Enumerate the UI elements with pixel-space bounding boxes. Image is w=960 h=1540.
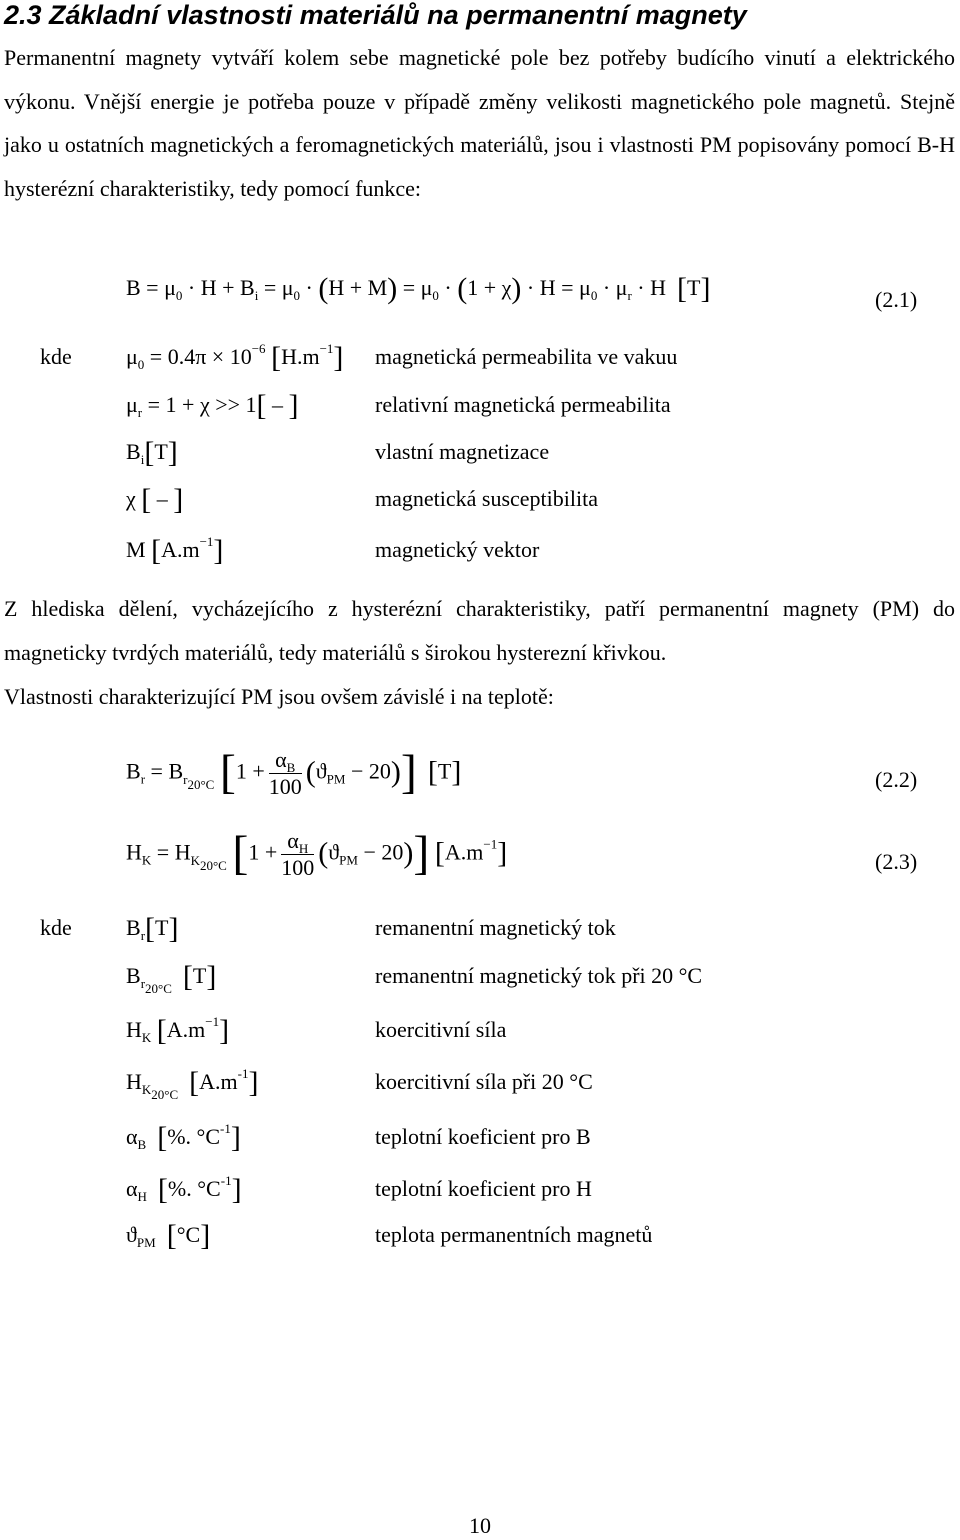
- symbol-mur: $\mu_r = 1 + \chi >> 1$[ – ]: [126, 389, 299, 422]
- equation-number-2-2: (2.2): [875, 767, 918, 792]
- equation-2-3: $H_K = H_{K_{20^\circ C}}$ [1 + $\frac{\alpha_H}{100}$ $(ϑ_{PM} - 20)$] $[A.m^{-1}]$: [126, 826, 508, 880]
- def-m: magnetický vektor: [375, 537, 540, 562]
- equation-2-1: $B = \mu_0 \cdot H + B_i = \mu_0 \cdot (H + M) = \mu_0 \cdot (1 + \chi) \cdot H = \mu_0 \cdot \mu_r \cdot H$ [T]: [126, 272, 711, 305]
- equation-2-2: $B_r = B_{r_{20^\circ C}}$ [1 + $\frac{\alpha_B}{100}$ $(ϑ_{PM} - 20)$] [T]: [126, 745, 462, 799]
- symbol-theta-pm: $ϑ_{PM}$ [°C]: [126, 1219, 211, 1252]
- classification-paragraph: Z hlediska dělení, vycházejícího z hysterézní charakteristiky, patří permanentní magnety (PM) do magneticky tvrdých materiálů, tedy materiálů s širokou hysterezní křivkou.: [4, 596, 955, 665]
- symbol-hk: $H_K$ $[A.m^{-1}]$: [126, 1014, 230, 1047]
- kde-label-2: kde: [40, 915, 72, 940]
- kde-label-1: kde: [40, 344, 72, 369]
- equation-number-2-1: (2.1): [875, 287, 918, 312]
- def-hk20: koercitivní síla při 20 °C: [375, 1069, 593, 1094]
- symbol-alpha-h: $\alpha_H$ [%. $^\circ C^{-1}$]: [126, 1173, 242, 1206]
- def-alpha-h: teplotní koeficient pro H: [375, 1176, 592, 1201]
- def-mu0: magnetická permeabilita ve vakuu: [375, 344, 678, 369]
- page-number: 10: [469, 1513, 491, 1538]
- temperature-paragraph: Vlastnosti charakterizující PM jsou ovšem závislé i na teplotě:: [4, 684, 554, 709]
- intro-paragraph: Permanentní magnety vytváří kolem sebe magnetické pole bez potřeby budícího vinutí a elektrického výkonu. Vnější energie je potřeba pouze v případě změny velikosti magnetického pole magnetů. Stejně jako u ostatních magnetických a feromagnetických materiálů, jsou i vlastnosti PM popisovány pomocí B-H hysterézní charakteristiky, tedy pomocí funkce:: [4, 45, 955, 201]
- symbol-br20: $B_{r_{20^\circ C}}$ [T]: [126, 960, 217, 996]
- symbol-alpha-b: $\alpha_B$ [%. $^\circ C^{-1}$]: [126, 1121, 241, 1154]
- def-bi: vlastní magnetizace: [375, 439, 550, 464]
- def-theta-pm: teplota permanentních magnetů: [375, 1222, 653, 1247]
- def-alpha-b: teplotní koeficient pro B: [375, 1124, 591, 1149]
- def-br20: remanentní magnetický tok při 20 °C: [375, 963, 703, 988]
- symbol-hk20: $H_{K_{20^\circ C}}$ $[A.m^{-1}]$: [126, 1066, 259, 1102]
- symbol-mu0: $\mu_0 = 0.4\pi \times 10^{-6}$ $[H.m^{-1}]$: [126, 341, 344, 374]
- def-chi: magnetická susceptibilita: [375, 486, 598, 511]
- equation-number-2-3: (2.3): [875, 849, 918, 874]
- symbol-chi: χ [ – ]: [126, 483, 184, 516]
- def-mur: relativní magnetická permeabilita: [375, 392, 671, 417]
- symbol-br: $B_r[T]$: [126, 912, 179, 945]
- section-heading: 2.3 Základní vlastnosti materiálů na permanentní magnety: [4, 0, 747, 30]
- def-hk: koercitivní síla: [375, 1017, 507, 1042]
- symbol-m: M $[A.m^{-1}]$: [126, 534, 224, 567]
- symbol-bi: $B_i[T]$: [126, 436, 178, 469]
- def-br: remanentní magnetický tok: [375, 915, 616, 940]
